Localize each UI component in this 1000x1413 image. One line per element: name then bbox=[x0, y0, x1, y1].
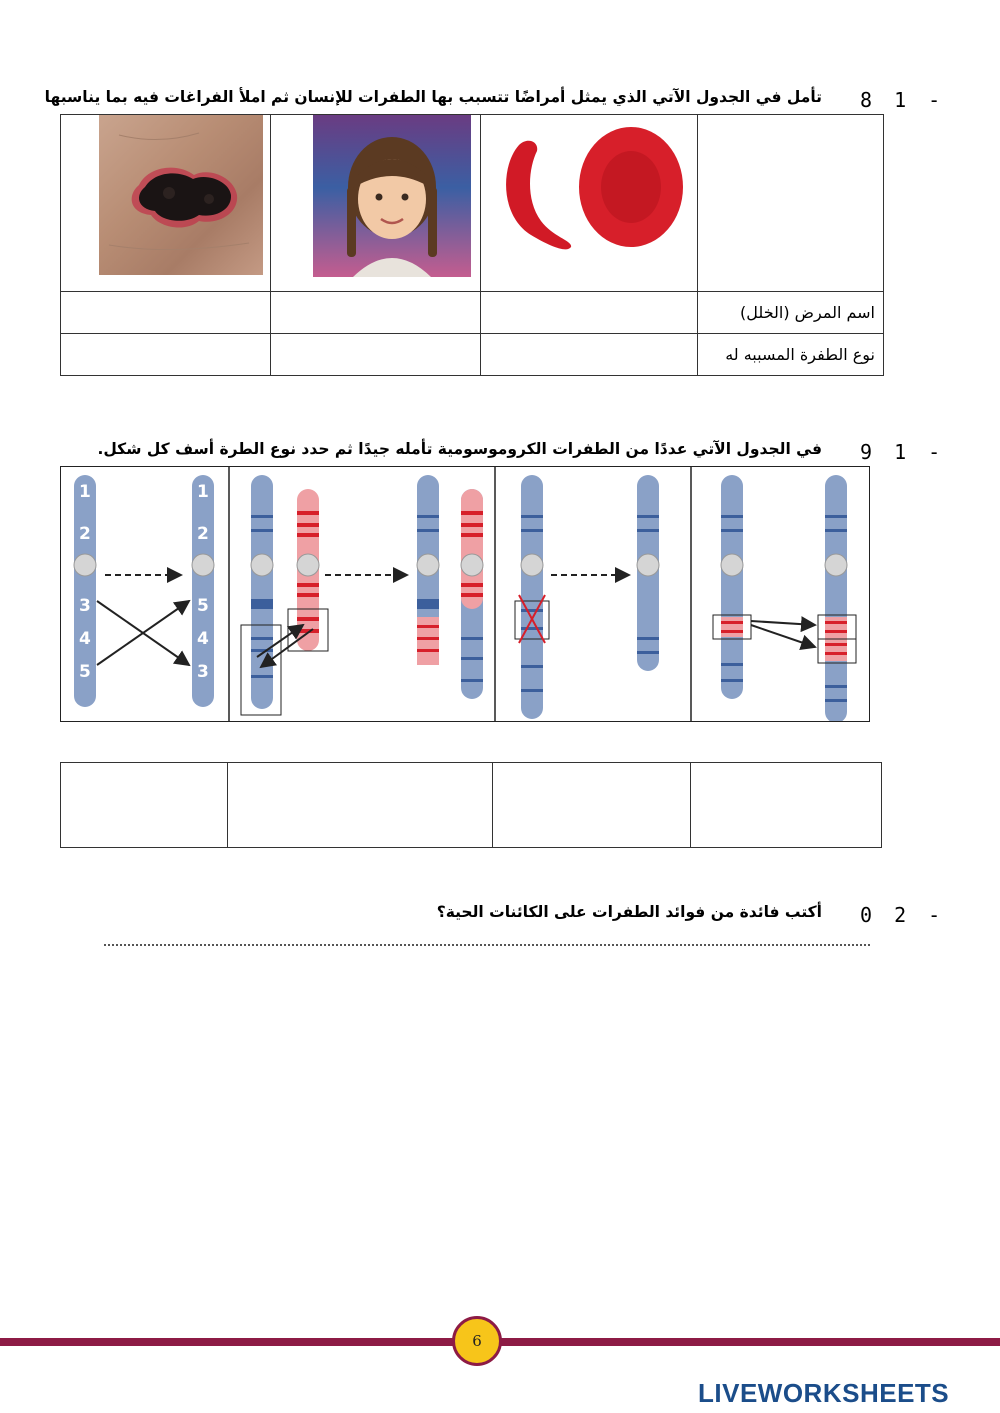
empty-header-cell bbox=[698, 115, 884, 292]
inversion-left-label: 5 bbox=[79, 662, 91, 682]
inversion-left-label: 2 bbox=[79, 524, 91, 544]
answer-cell[interactable] bbox=[481, 292, 698, 334]
melanoma-cell bbox=[61, 115, 271, 292]
q18-text: تأمل في الجدول الآتي الذي يمثل أمراضًا تتسبب بها الطفرات للإنسان ثم املأ الفراغات فيه بما يناسبها bbox=[44, 88, 822, 106]
q19-number: 9 1 - bbox=[860, 440, 946, 464]
inversion-right-label: 4 bbox=[197, 629, 209, 649]
girl-portrait-image bbox=[313, 115, 471, 277]
q18-table bbox=[60, 114, 884, 376]
brand-logo[interactable] bbox=[698, 1378, 949, 1409]
blood-cells-cell bbox=[481, 115, 698, 292]
answer-line[interactable] bbox=[104, 938, 870, 946]
duplication-panel bbox=[713, 475, 856, 721]
inversion-left-label: 4 bbox=[79, 629, 91, 649]
girl-cell bbox=[271, 115, 481, 292]
red-blood-cells-image bbox=[491, 125, 691, 265]
q18-number: 8 1 - bbox=[860, 88, 946, 112]
answer-cell[interactable] bbox=[61, 292, 271, 334]
inversion-left-label: 1 bbox=[79, 482, 91, 502]
translocation-panel bbox=[241, 475, 483, 715]
page-number-badge bbox=[452, 1316, 502, 1366]
row-label-mutation-type: نوع الطفرة المسببه له bbox=[698, 334, 884, 376]
inversion-right-label: 5 bbox=[197, 596, 209, 616]
page-number: 6 bbox=[472, 1332, 482, 1350]
inversion-right-label: 3 bbox=[197, 662, 209, 682]
inversion-right-label: 2 bbox=[197, 524, 209, 544]
answer-cell[interactable] bbox=[481, 334, 698, 376]
inversion-left-label: 3 bbox=[79, 596, 91, 616]
deletion-panel bbox=[515, 475, 659, 719]
answer-cell[interactable] bbox=[493, 763, 691, 848]
answer-cell[interactable] bbox=[271, 292, 481, 334]
q19-text: في الجدول الآتي عددًا من الطفرات الكروموسومية تأمله جيدًا ثم حدد نوع الطرة أسف كل شكل. bbox=[97, 440, 822, 458]
brand-text: LIVEWORKSHEETS bbox=[698, 1378, 950, 1408]
q20-number: 0 2 - bbox=[860, 903, 946, 927]
answer-cell[interactable] bbox=[61, 334, 271, 376]
answer-cell[interactable] bbox=[271, 334, 481, 376]
q19-answer-table bbox=[60, 762, 882, 848]
row-label-disease-name: اسم المرض (الخلل) bbox=[698, 292, 884, 334]
answer-cell[interactable] bbox=[227, 763, 493, 848]
answer-cell[interactable] bbox=[61, 763, 228, 848]
inversion-right-label: 1 bbox=[197, 482, 209, 502]
inversion-panel bbox=[74, 475, 214, 707]
answer-cell[interactable] bbox=[691, 763, 882, 848]
chromosome-mutations-diagram bbox=[60, 466, 870, 722]
melanoma-image bbox=[99, 115, 263, 275]
q20-text: أكتب فائدة من فوائد الطفرات على الكائنات الحية؟ bbox=[436, 903, 822, 921]
